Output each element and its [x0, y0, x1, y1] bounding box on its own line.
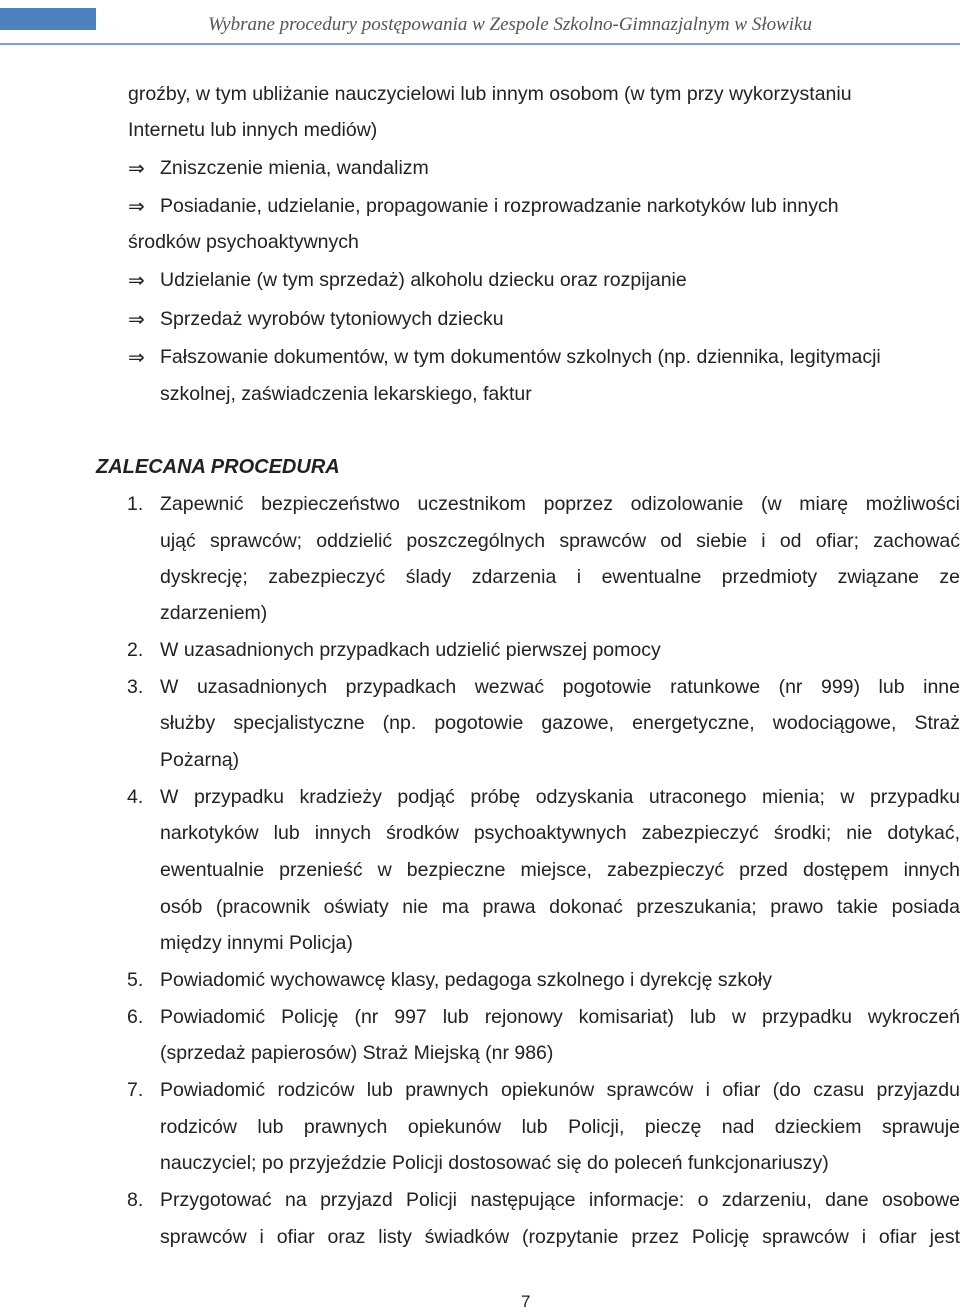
bullet-item: Fałszowanie dokumentów, w tym dokumentów szkolnych (np. dziennika, legitymacji — [160, 346, 881, 368]
implies-arrow-icon: ⇒ — [128, 156, 145, 180]
procedure-line: zdarzeniem) — [160, 602, 268, 624]
bullet-item: Posiadanie, udzielanie, propagowanie i rozprowadzanie narkotyków lub innych — [160, 195, 839, 217]
header-title: Wybrane procedury postępowania w Zespole Szkolno-Gimnazjalnym w Słowiku — [208, 14, 812, 35]
list-number: 7. — [127, 1079, 144, 1101]
procedure-line: narkotyków lub innych środków psychoaktywnych zabezpieczyć środki; nie dotykać, — [160, 822, 960, 844]
bullet-item: Zniszczenie mienia, wandalizm — [160, 157, 429, 179]
implies-arrow-icon: ⇒ — [128, 307, 145, 331]
procedure-line: sprawców i ofiar oraz listy świadków (rozpytanie przez Policję sprawców i ofiar jest — [160, 1226, 960, 1248]
procedure-line: W uzasadnionych przypadkach udzielić pierwszej pomocy — [160, 639, 661, 661]
procedure-line: osób (pracownik oświaty nie ma prawa dokonać przeszukania; prawo takie posiada — [160, 896, 960, 918]
implies-arrow-icon: ⇒ — [128, 268, 145, 292]
list-number: 3. — [127, 676, 144, 698]
procedure-line: dyskrecję; zabezpieczyć ślady zdarzenia i ewentualne przedmioty związane ze — [160, 566, 960, 588]
bullet-item-continuation: środków psychoaktywnych — [128, 231, 359, 253]
implies-arrow-icon: ⇒ — [128, 194, 145, 218]
procedure-line: Przygotować na przyjazd Policji następujące informacje: o zdarzeniu, dane osobowe — [160, 1189, 960, 1211]
procedure-line: W przypadku kradzieży podjąć próbę odzyskania utraconego mienia; w przypadku — [160, 786, 960, 808]
page-number: 7 — [521, 1292, 531, 1311]
procedure-line: W uzasadnionych przypadkach wezwać pogotowie ratunkowe (nr 999) lub inne — [160, 676, 960, 698]
procedure-line: (sprzedaż papierosów) Straż Miejską (nr 986) — [160, 1042, 554, 1064]
procedure-line: Powiadomić Policję (nr 997 lub rejonowy komisariat) lub w przypadku wykroczeń — [160, 1006, 960, 1028]
list-number: 5. — [127, 969, 144, 991]
section-heading: ZALECANA PROCEDURA — [96, 456, 340, 478]
header-accent-bar — [0, 8, 96, 30]
procedure-line: rodziców lub prawnych opiekunów lub Policji, pieczę nad dzieckiem sprawuje — [160, 1116, 960, 1138]
procedure-line: Zapewnić bezpieczeństwo uczestnikom poprzez odizolowanie (w miarę możliwości — [160, 493, 960, 515]
procedure-line: Powiadomić wychowawcę klasy, pedagoga szkolnego i dyrekcję szkoły — [160, 969, 773, 991]
list-number: 4. — [127, 786, 144, 808]
list-number: 2. — [127, 639, 144, 661]
list-number: 8. — [127, 1189, 144, 1211]
procedure-line: ująć sprawców; oddzielić poszczególnych sprawców od siebie i od ofiar; zachować — [160, 530, 960, 552]
procedure-line: ewentualnie przenieść w bezpieczne miejsce, zabezpieczyć przed dostępem innych — [160, 859, 960, 881]
bullet-item: Udzielanie (w tym sprzedaż) alkoholu dziecku oraz rozpijanie — [160, 269, 687, 291]
procedure-line: Pożarną) — [160, 749, 240, 771]
bullet-item: Sprzedaż wyrobów tytoniowych dziecku — [160, 308, 504, 330]
procedure-line: Powiadomić rodziców lub prawnych opiekunów sprawców i ofiar (do czasu przyjazdu — [160, 1079, 960, 1101]
implies-arrow-icon: ⇒ — [128, 345, 145, 369]
intro-line: groźby, w tym ubliżanie nauczycielowi lub innym osobom (w tym przy wykorzystaniu — [128, 83, 852, 105]
procedure-line: nauczyciel; po przyjeździe Policji dostosować się do poleceń funkcjonariuszy) — [160, 1152, 829, 1174]
bullet-item-continuation: szkolnej, zaświadczenia lekarskiego, faktur — [160, 383, 532, 405]
intro-line: Internetu lub innych mediów) — [128, 119, 378, 141]
list-number: 6. — [127, 1006, 144, 1028]
header-rule — [0, 43, 960, 45]
list-number: 1. — [127, 493, 144, 515]
procedure-line: między innymi Policja) — [160, 932, 353, 954]
procedure-line: służby specjalistyczne (np. pogotowie gazowe, energetyczne, wodociągowe, Straż — [160, 712, 960, 734]
